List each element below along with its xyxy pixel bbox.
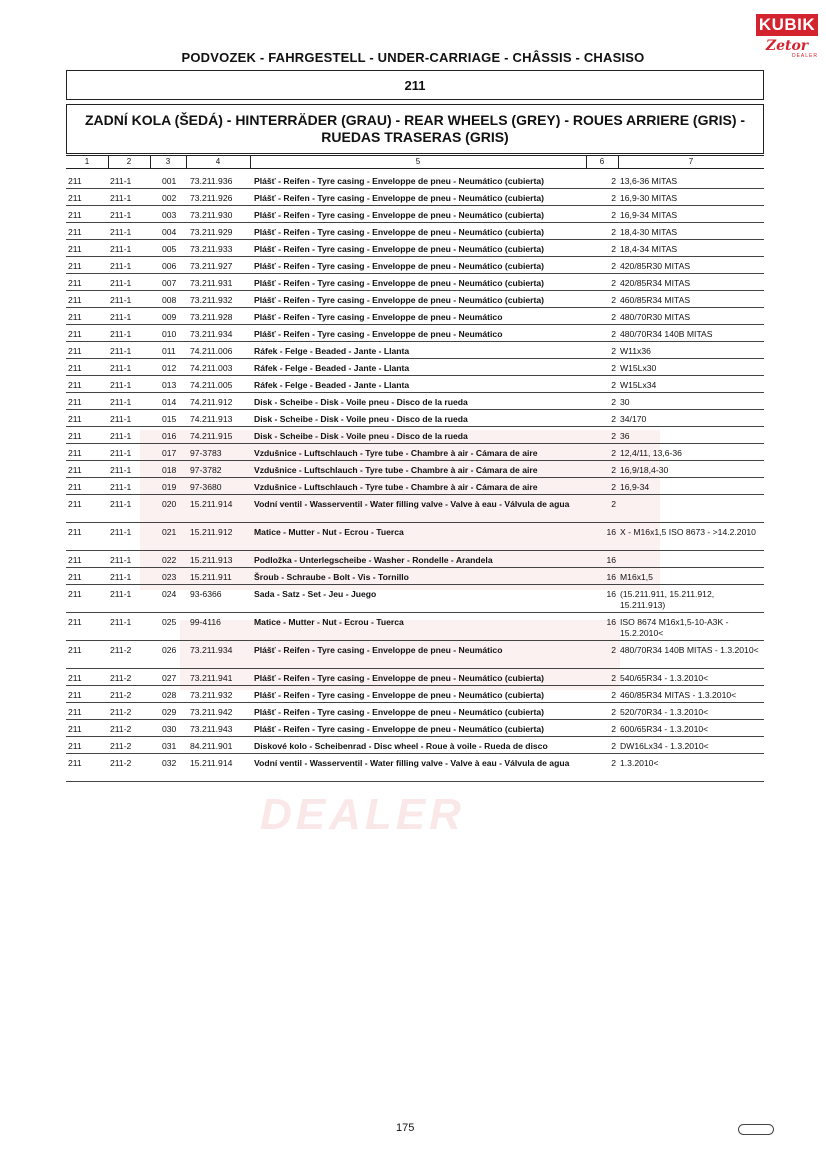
cell-col1: 211: [68, 227, 82, 237]
cell-col6: 2: [611, 397, 616, 407]
cell-col7: W15Lx34: [620, 380, 657, 390]
parts-table-body: [66, 172, 764, 782]
cell-col2: 211-1: [110, 482, 132, 492]
cell-col5: Plášť - Reifen - Tyre casing - Enveloppe de pneu - Neumático (cubierta): [254, 227, 544, 237]
cell-col7: 13,6-36 MITAS: [620, 176, 678, 186]
cell-col7: 480/70R34 140B MITAS: [620, 329, 713, 339]
cell-col6: 2: [611, 363, 616, 373]
cell-col2: 211-1: [110, 448, 132, 458]
cell-col3: 026: [162, 645, 177, 655]
table-row: [66, 274, 764, 291]
cell-col6: 2: [611, 499, 616, 509]
cell-col3: 024: [162, 589, 177, 599]
cell-col1: 211: [68, 499, 82, 509]
cell-col7: 540/65R34 - 1.3.2010<: [620, 673, 709, 683]
cell-col5: Vzdušnice - Luftschlauch - Tyre tube - Chambre à air - Cámara de aire: [254, 482, 538, 492]
cell-col1: 211: [68, 741, 82, 751]
cell-col6: 2: [611, 645, 616, 655]
cell-col7: X - M16x1,5 ISO 8673 - >14.2.2010: [620, 527, 756, 537]
cell-col5: Matice - Mutter - Nut - Ecrou - Tuerca: [254, 527, 404, 537]
table-row: [66, 410, 764, 427]
col-divider: [618, 155, 619, 169]
cell-col5: Plášť - Reifen - Tyre casing - Enveloppe de pneu - Neumático (cubierta): [254, 690, 544, 700]
cell-col6: 2: [611, 448, 616, 458]
cell-col4: 73.211.936: [190, 176, 233, 186]
col-header-3: 3: [165, 157, 171, 166]
cell-col7: 36: [620, 431, 630, 441]
cell-col1: 211: [68, 329, 82, 339]
cell-col4: 74.211.913: [190, 414, 233, 424]
cell-col1: 211: [68, 363, 82, 373]
cell-col4: 73.211.942: [190, 707, 233, 717]
logo-sub: Zetor: [765, 38, 809, 54]
cell-col5: Ráfek - Felge - Beaded - Jante - Llanta: [254, 346, 410, 356]
table-row: [66, 223, 764, 240]
col-divider: [586, 155, 587, 169]
table-row: [66, 427, 764, 444]
cell-col4: 15.211.912: [190, 527, 233, 537]
table-row: [66, 206, 764, 223]
cell-col1: 211: [68, 312, 82, 322]
cell-col6: 2: [611, 724, 616, 734]
cell-col3: 003: [162, 210, 177, 220]
cell-col6: 2: [611, 261, 616, 271]
cell-col4: 15.211.914: [190, 499, 233, 509]
table-row: [66, 291, 764, 308]
logo-tag: DEALER: [791, 53, 818, 59]
cell-col4: 74.211.005: [190, 380, 233, 390]
cell-col2: 211-1: [110, 414, 132, 424]
cell-col3: 028: [162, 690, 177, 700]
cell-col3: 019: [162, 482, 177, 492]
cell-col1: 211: [68, 397, 82, 407]
cell-col6: 2: [611, 414, 616, 424]
cell-col5: Plášť - Reifen - Tyre casing - Enveloppe de pneu - Neumático (cubierta): [254, 261, 544, 271]
cell-col3: 020: [162, 499, 177, 509]
cell-col7: 16,9/18,4-30: [620, 465, 669, 475]
cell-col5: Šroub - Schraube - Bolt - Vis - Tornillo: [254, 572, 409, 582]
col-divider: [186, 155, 187, 169]
cell-col4: 73.211.941: [190, 673, 233, 683]
cell-col4: 97-3782: [190, 465, 222, 475]
cell-col4: 73.211.934: [190, 645, 233, 655]
table-row: [66, 172, 764, 189]
cell-col2: 211-1: [110, 431, 132, 441]
cell-col4: 15.211.914: [190, 758, 233, 768]
cell-col5: Disk - Scheibe - Disk - Voile pneu - Disco de la rueda: [254, 414, 468, 424]
cell-col6: 16: [606, 555, 616, 565]
cell-col1: 211: [68, 244, 82, 254]
cell-col5: Vzdušnice - Luftschlauch - Tyre tube - Chambre à air - Cámara de aire: [254, 465, 538, 475]
cell-col7: W15Lx30: [620, 363, 657, 373]
table-row: [66, 325, 764, 342]
cell-col1: 211: [68, 673, 82, 683]
cell-col6: 2: [611, 741, 616, 751]
table-row: [66, 257, 764, 274]
table-row: [66, 461, 764, 478]
cell-col7: 600/65R34 - 1.3.2010<: [620, 724, 709, 734]
cell-col1: 211: [68, 431, 82, 441]
page-number: 175: [396, 1122, 415, 1134]
cell-col6: 2: [611, 482, 616, 492]
table-row: [66, 641, 764, 669]
cell-col1: 211: [68, 346, 82, 356]
cell-col6: 16: [606, 617, 616, 627]
cell-col6: 2: [611, 244, 616, 254]
cell-col1: 211: [68, 572, 82, 582]
cell-col5: Diskové kolo - Scheibenrad - Disc wheel - Roue à voile - Rueda de disco: [254, 741, 548, 751]
cell-col3: 016: [162, 431, 177, 441]
cell-col2: 211-1: [110, 278, 132, 288]
col-header-4: 4: [215, 157, 221, 166]
cell-col4: 73.211.932: [190, 690, 233, 700]
cell-col3: 006: [162, 261, 177, 271]
cell-col5: Sada - Satz - Set - Jeu - Juego: [254, 589, 377, 599]
cell-col1: 211: [68, 210, 82, 220]
table-row: [66, 613, 764, 641]
cell-col2: 211-2: [110, 741, 132, 751]
cell-col6: 2: [611, 380, 616, 390]
cell-col3: 009: [162, 312, 177, 322]
col-header-2: 2: [126, 157, 132, 166]
cell-col2: 211-1: [110, 572, 132, 582]
cell-col5: Ráfek - Felge - Beaded - Jante - Llanta: [254, 380, 410, 390]
section-title-line2: RUEDAS TRASERAS (GRIS): [321, 129, 509, 145]
table-row: [66, 444, 764, 461]
cell-col2: 211-1: [110, 261, 132, 271]
cell-col6: 2: [611, 707, 616, 717]
cell-col1: 211: [68, 707, 82, 717]
table-row: [66, 308, 764, 325]
cell-col6: 16: [606, 527, 616, 537]
cell-col3: 010: [162, 329, 177, 339]
cell-col3: 021: [162, 527, 177, 537]
cell-col2: 211-1: [110, 176, 132, 186]
cell-col6: 2: [611, 690, 616, 700]
cell-col2: 211-1: [110, 227, 132, 237]
table-row: [66, 585, 764, 613]
col-divider: [150, 155, 151, 169]
cell-col2: 211-1: [110, 380, 132, 390]
table-row: [66, 478, 764, 495]
cell-col4: 73.211.943: [190, 724, 233, 734]
cell-col6: 2: [611, 278, 616, 288]
table-row: [66, 754, 764, 782]
col-header-6: 6: [599, 157, 605, 166]
cell-col4: 73.211.934: [190, 329, 233, 339]
cell-col4: 15.211.913: [190, 555, 233, 565]
column-header-row: [66, 155, 764, 169]
cell-col7: 480/70R34 140B MITAS - 1.3.2010<: [620, 645, 759, 655]
cell-col6: 2: [611, 312, 616, 322]
cell-col6: 2: [611, 176, 616, 186]
cell-col5: Disk - Scheibe - Disk - Voile pneu - Disco de la rueda: [254, 397, 468, 407]
cell-col3: 014: [162, 397, 177, 407]
cell-col4: 73.211.933: [190, 244, 233, 254]
table-row: [66, 737, 764, 754]
cell-col3: 022: [162, 555, 177, 565]
cell-col2: 211-1: [110, 193, 132, 203]
cell-col7: W11x36: [620, 346, 651, 356]
cell-col5: Vodní ventil - Wasserventil - Water filling valve - Valve à eau - Válvula de agua: [254, 758, 570, 768]
cell-col3: 025: [162, 617, 177, 627]
cell-col2: 211-1: [110, 397, 132, 407]
cell-col7: 30: [620, 397, 630, 407]
cell-col1: 211: [68, 176, 82, 186]
cell-col1: 211: [68, 414, 82, 424]
cell-col7: 18,4-30 MITAS: [620, 227, 678, 237]
cell-col3: 017: [162, 448, 177, 458]
cell-col7: 480/70R30 MITAS: [620, 312, 691, 322]
table-row: [66, 240, 764, 257]
cell-col3: 030: [162, 724, 177, 734]
table-row: [66, 495, 764, 523]
cell-col4: 73.211.932: [190, 295, 233, 305]
cell-col1: 211: [68, 758, 82, 768]
cell-col5: Plášť - Reifen - Tyre casing - Enveloppe de pneu - Neumático: [254, 645, 503, 655]
cell-col3: 011: [162, 346, 176, 356]
cell-col7: 460/85R34 MITAS - 1.3.2010<: [620, 690, 737, 700]
cell-col4: 73.211.930: [190, 210, 233, 220]
cell-col7: 420/85R30 MITAS: [620, 261, 691, 271]
cell-col5: Plášť - Reifen - Tyre casing - Enveloppe de pneu - Neumático (cubierta): [254, 673, 544, 683]
cell-col1: 211: [68, 645, 82, 655]
cell-col3: 012: [162, 363, 177, 373]
col-divider: [108, 155, 109, 169]
cell-col7: (15.211.911, 15.211.912, 15.211.913): [620, 589, 715, 610]
cell-col4: 74.211.915: [190, 431, 233, 441]
group-number-box: 211: [66, 70, 764, 100]
cell-col7: 12,4/11, 13,6-36: [620, 448, 682, 458]
cell-col1: 211: [68, 193, 82, 203]
footer-zetor-logo-icon: [738, 1124, 774, 1135]
cell-col4: 93-6366: [190, 589, 222, 599]
cell-col2: 211-2: [110, 707, 132, 717]
cell-col4: 73.211.926: [190, 193, 233, 203]
cell-col2: 211-1: [110, 589, 132, 599]
cell-col2: 211-1: [110, 329, 132, 339]
cell-col2: 211-2: [110, 645, 132, 655]
cell-col3: 027: [162, 673, 177, 683]
cell-col6: 2: [611, 431, 616, 441]
col-divider: [250, 155, 251, 169]
cell-col3: 007: [162, 278, 177, 288]
cell-col3: 015: [162, 414, 177, 424]
cell-col7: 520/70R34 - 1.3.2010<: [620, 707, 709, 717]
section-title-line1: ZADNÍ KOLA (ŠEDÁ) - HINTERRÄDER (GRAU) - REAR WHEELS (GREY) - ROUES ARRIERE (GRIS) -: [84, 112, 746, 128]
cell-col4: 97-3783: [190, 448, 222, 458]
cell-col3: 008: [162, 295, 177, 305]
table-row: [66, 523, 764, 551]
cell-col1: 211: [68, 448, 82, 458]
cell-col7: 16,9-34: [620, 482, 650, 492]
cell-col2: 211-1: [110, 363, 132, 373]
cell-col7: ISO 8674 M16x1,5-10-A3K - 15.2.2010<: [620, 617, 729, 638]
cell-col4: 84.211.901: [190, 741, 233, 751]
cell-col6: 16: [606, 589, 616, 599]
table-row: [66, 703, 764, 720]
cell-col2: 211-2: [110, 724, 132, 734]
cell-col6: 2: [611, 329, 616, 339]
cell-col7: 1.3.2010<: [620, 758, 659, 768]
col-header-1: 1: [84, 157, 90, 166]
cell-col1: 211: [68, 690, 82, 700]
cell-col3: 031: [162, 741, 177, 751]
cell-col3: 029: [162, 707, 177, 717]
table-row: [66, 189, 764, 206]
cell-col6: 2: [611, 295, 616, 305]
table-row: [66, 393, 764, 410]
table-row: [66, 568, 764, 585]
logo-brand: KUBIK: [756, 14, 818, 36]
cell-col2: 211-1: [110, 527, 132, 537]
page-header-title: PODVOZEK - FAHRGESTELL - UNDER-CARRIAGE - CHÂSSIS - CHASISO: [181, 50, 645, 65]
cell-col5: Plášť - Reifen - Tyre casing - Enveloppe de pneu - Neumático (cubierta): [254, 278, 544, 288]
cell-col1: 211: [68, 295, 82, 305]
table-row: [66, 686, 764, 703]
cell-col1: 211: [68, 261, 82, 271]
cell-col2: 211-1: [110, 499, 132, 509]
cell-col5: Matice - Mutter - Nut - Ecrou - Tuerca: [254, 617, 404, 627]
cell-col3: 004: [162, 227, 177, 237]
cell-col2: 211-2: [110, 758, 132, 768]
cell-col7: 16,9-30 MITAS: [620, 193, 678, 203]
watermark-text: DEALER: [260, 790, 465, 839]
cell-col1: 211: [68, 589, 82, 599]
cell-col1: 211: [68, 555, 82, 565]
cell-col4: 73.211.929: [190, 227, 233, 237]
cell-col3: 032: [162, 758, 177, 768]
cell-col1: 211: [68, 617, 82, 627]
cell-col5: Plášť - Reifen - Tyre casing - Enveloppe de pneu - Neumático (cubierta): [254, 244, 544, 254]
cell-col7: 16,9-34 MITAS: [620, 210, 678, 220]
cell-col6: 2: [611, 193, 616, 203]
cell-col1: 211: [68, 482, 82, 492]
cell-col3: 023: [162, 572, 177, 582]
cell-col2: 211-1: [110, 465, 132, 475]
col-header-7: 7: [688, 157, 694, 166]
cell-col5: Plášť - Reifen - Tyre casing - Enveloppe de pneu - Neumático (cubierta): [254, 707, 544, 717]
cell-col5: Ráfek - Felge - Beaded - Jante - Llanta: [254, 363, 410, 373]
cell-col4: 74.211.006: [190, 346, 233, 356]
table-row: [66, 551, 764, 568]
cell-col1: 211: [68, 380, 82, 390]
cell-col6: 2: [611, 465, 616, 475]
cell-col3: 002: [162, 193, 177, 203]
cell-col5: Plášť - Reifen - Tyre casing - Enveloppe de pneu - Neumático (cubierta): [254, 176, 544, 186]
table-row: [66, 359, 764, 376]
cell-col7: 18,4-34 MITAS: [620, 244, 678, 254]
cell-col5: Podložka - Unterlegscheibe - Washer - Rondelle - Arandela: [254, 555, 493, 565]
cell-col5: Disk - Scheibe - Disk - Voile pneu - Disco de la rueda: [254, 431, 468, 441]
cell-col1: 211: [68, 527, 82, 537]
table-row: [66, 342, 764, 359]
cell-col2: 211-1: [110, 312, 132, 322]
cell-col4: 73.211.931: [190, 278, 233, 288]
cell-col2: 211-1: [110, 555, 132, 565]
cell-col7: 420/85R34 MITAS: [620, 278, 691, 288]
cell-col1: 211: [68, 278, 82, 288]
cell-col5: Plášť - Reifen - Tyre casing - Enveloppe de pneu - Neumático (cubierta): [254, 210, 544, 220]
cell-col7: 34/170: [620, 414, 647, 424]
cell-col4: 99-4116: [190, 617, 221, 627]
cell-col7: DW16Lx34 - 1.3.2010<: [620, 741, 709, 751]
section-title-box: [66, 104, 764, 154]
cell-col7: M16x1,5: [620, 572, 653, 582]
cell-col2: 211-1: [110, 346, 132, 356]
cell-col4: 15.211.911: [190, 572, 232, 582]
cell-col5: Vzdušnice - Luftschlauch - Tyre tube - Chambre à air - Cámara de aire: [254, 448, 538, 458]
cell-col2: 211-1: [110, 617, 132, 627]
cell-col6: 2: [611, 210, 616, 220]
cell-col5: Vodní ventil - Wasserventil - Water filling valve - Valve à eau - Válvula de agua: [254, 499, 570, 509]
table-row: [66, 669, 764, 686]
cell-col2: 211-2: [110, 690, 132, 700]
cell-col2: 211-2: [110, 673, 132, 683]
cell-col4: 74.211.912: [190, 397, 233, 407]
cell-col4: 73.211.927: [190, 261, 233, 271]
table-row: [66, 376, 764, 393]
cell-col3: 001: [162, 176, 177, 186]
cell-col1: 211: [68, 724, 82, 734]
cell-col2: 211-1: [110, 244, 132, 254]
cell-col2: 211-1: [110, 295, 132, 305]
cell-col5: Plášť - Reifen - Tyre casing - Enveloppe de pneu - Neumático: [254, 312, 503, 322]
cell-col3: 013: [162, 380, 177, 390]
col-header-5: 5: [415, 157, 421, 166]
cell-col2: 211-1: [110, 210, 132, 220]
cell-col6: 16: [606, 572, 616, 582]
cell-col5: Plášť - Reifen - Tyre casing - Enveloppe de pneu - Neumático (cubierta): [254, 295, 544, 305]
cell-col6: 2: [611, 346, 616, 356]
cell-col5: Plášť - Reifen - Tyre casing - Enveloppe de pneu - Neumático: [254, 329, 503, 339]
cell-col4: 74.211.003: [190, 363, 233, 373]
cell-col7: 460/85R34 MITAS: [620, 295, 691, 305]
cell-col5: Plášť - Reifen - Tyre casing - Enveloppe de pneu - Neumático (cubierta): [254, 193, 544, 203]
cell-col6: 2: [611, 673, 616, 683]
cell-col5: Plášť - Reifen - Tyre casing - Enveloppe de pneu - Neumático (cubierta): [254, 724, 544, 734]
cell-col4: 73.211.928: [190, 312, 233, 322]
cell-col3: 018: [162, 465, 177, 475]
cell-col6: 2: [611, 758, 616, 768]
table-row: [66, 720, 764, 737]
cell-col1: 211: [68, 465, 82, 475]
cell-col6: 2: [611, 227, 616, 237]
cell-col4: 97-3680: [190, 482, 222, 492]
cell-col3: 005: [162, 244, 177, 254]
